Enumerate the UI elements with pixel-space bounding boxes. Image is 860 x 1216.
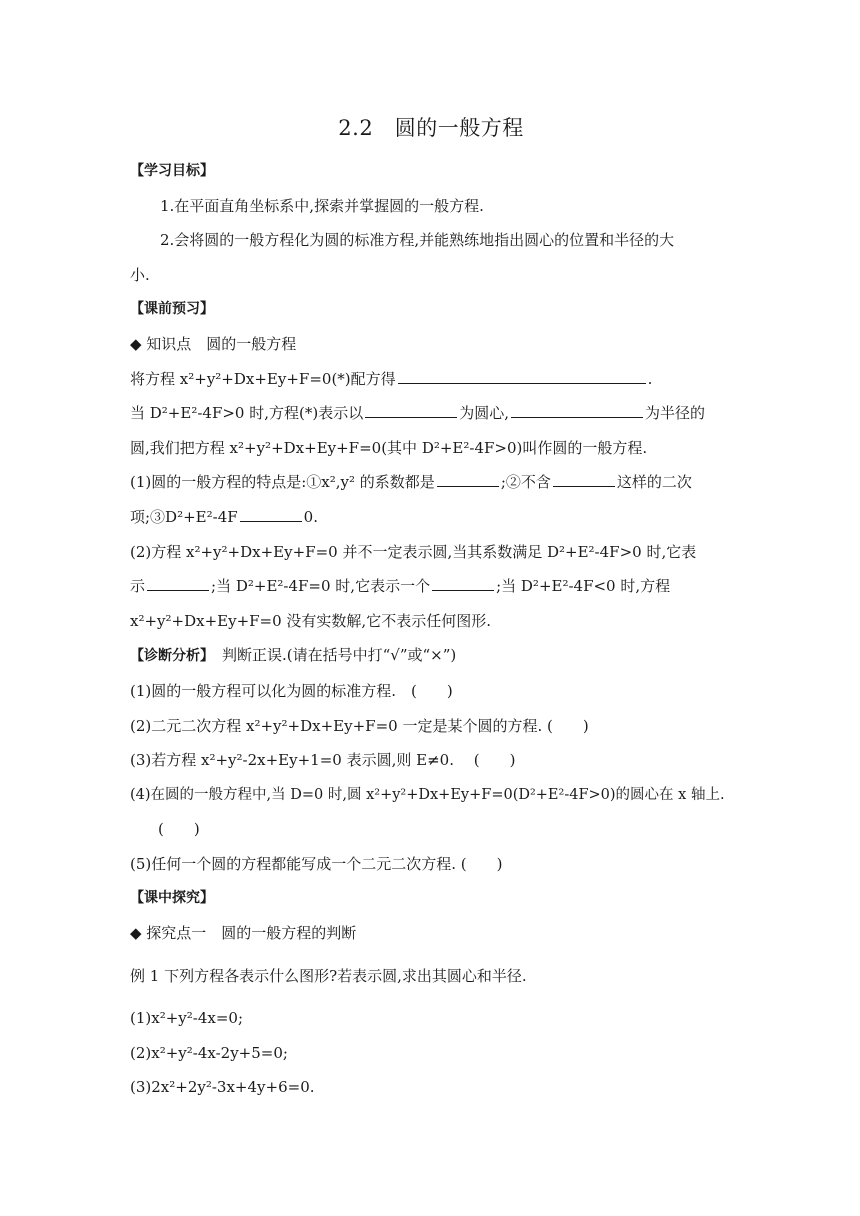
example-question-2: (2)x²+y²-4x-2y+5=0; [130,1043,288,1062]
section-learning-goals: 【学习目标】 [130,163,214,179]
diagnosis-item-4-bracket: ( ) [158,820,200,839]
text: 示 [130,577,146,596]
diagnosis-intro: 判断正误.(请在括号中打“√”或“×”) [207,646,457,665]
section-explore: 【课中探究】 [130,890,214,907]
fill-blank[interactable] [398,369,646,384]
goal-2: 2.会将圆的一般方程化为圆的标准方程,并能熟练地指出圆心的位置和半径的大 [160,231,675,250]
explore-point-heading: ◆ 探究点一 圆的一般方程的判断 [130,924,357,943]
spacer [130,993,732,1001]
diagnosis-item-4: (4)在圆的一般方程中,当 D=0 时,圆 x²+y²+Dx+Ey+F=0(D²+E²-4F>0)的圆心在 x 轴上. [130,786,725,803]
fill-blank[interactable] [147,576,209,591]
text: 配方得 [350,369,396,388]
section-diagnosis: 【诊断分析】 [130,648,207,665]
preview-line-2 [130,396,732,431]
text: 当 D²+E²-4F>0 时,方程(*)表示以 [130,404,364,423]
text: 0. [303,507,318,526]
preview-line-5 [130,500,732,535]
example-1: 例 1 下列方程各表示什么图形?若表示圆,求出其圆心和半径. [130,966,527,985]
fill-blank[interactable] [240,507,302,522]
text: 为圆心, [459,404,509,423]
example-question-3: (3)2x²+2y²-3x+4y+6=0. [130,1078,315,1097]
fill-blank[interactable] [437,472,499,487]
text: (1)圆的一般方程的特点是:①x²,y² 的系数都是 [130,473,435,492]
knowledge-point-heading: ◆ 知识点 圆的一般方程 [130,334,297,353]
preview-line-1 [130,362,732,397]
diagnosis-heading [130,638,732,674]
diagnosis-item-5: (5)任何一个圆的方程都能写成一个二元二次方程. ( ) [130,854,503,873]
text: ;当 D²+E²-4F<0 时,方程 [496,577,671,596]
fill-blank[interactable] [511,403,643,418]
text: 为半径的 [645,404,706,423]
text: 将方程 [130,369,180,388]
equation: x²+y²+Dx+Ey+F=0(*) [179,369,351,388]
fill-blank[interactable] [432,576,494,591]
text: ;②不含 [500,473,551,492]
fill-blank[interactable] [365,403,457,418]
preview-line-4 [130,465,732,500]
fill-blank[interactable] [553,472,615,487]
text: ;当 D²+E²-4F=0 时,它表示一个 [211,577,431,596]
page-title: 2.2 圆的一般方程 [338,116,524,140]
preview-line-8: x²+y²+Dx+Ey+F=0 没有实数解,它不表示任何图形. [130,611,491,630]
goal-2-continued: 小. [130,265,150,284]
diagnosis-item-2: (2)二元二次方程 x²+y²+Dx+Ey+F=0 一定是某个圆的方程. ( ) [130,716,589,735]
diagnosis-item-1: (1)圆的一般方程可以化为圆的标准方程. ( ) [130,681,453,700]
preview-line-3: 圆,我们把方程 x²+y²+Dx+Ey+F=0(其中 D²+E²-4F>0)叫作圆的一般方程. [130,438,648,457]
text: . [647,369,653,388]
preview-line-7 [130,569,732,604]
preview-line-6: (2)方程 x²+y²+Dx+Ey+F=0 并不一定表示圆,当其系数满足 D²+E²-4F>0 时,它表 [130,542,697,561]
text: 项;③D²+E²-4F [130,507,238,526]
section-preview: 【课前预习】 [130,301,214,318]
text: 这样的二次 [616,473,692,492]
example-question-1: (1)x²+y²-4x=0; [130,1009,244,1028]
spacer [130,951,732,959]
diagnosis-item-3: (3)若方程 x²+y²-2x+Ey+1=0 表示圆,则 E≠0. ( ) [130,751,516,770]
goal-1: 1.在平面直角坐标系中,探索并掌握圆的一般方程. [160,196,484,215]
